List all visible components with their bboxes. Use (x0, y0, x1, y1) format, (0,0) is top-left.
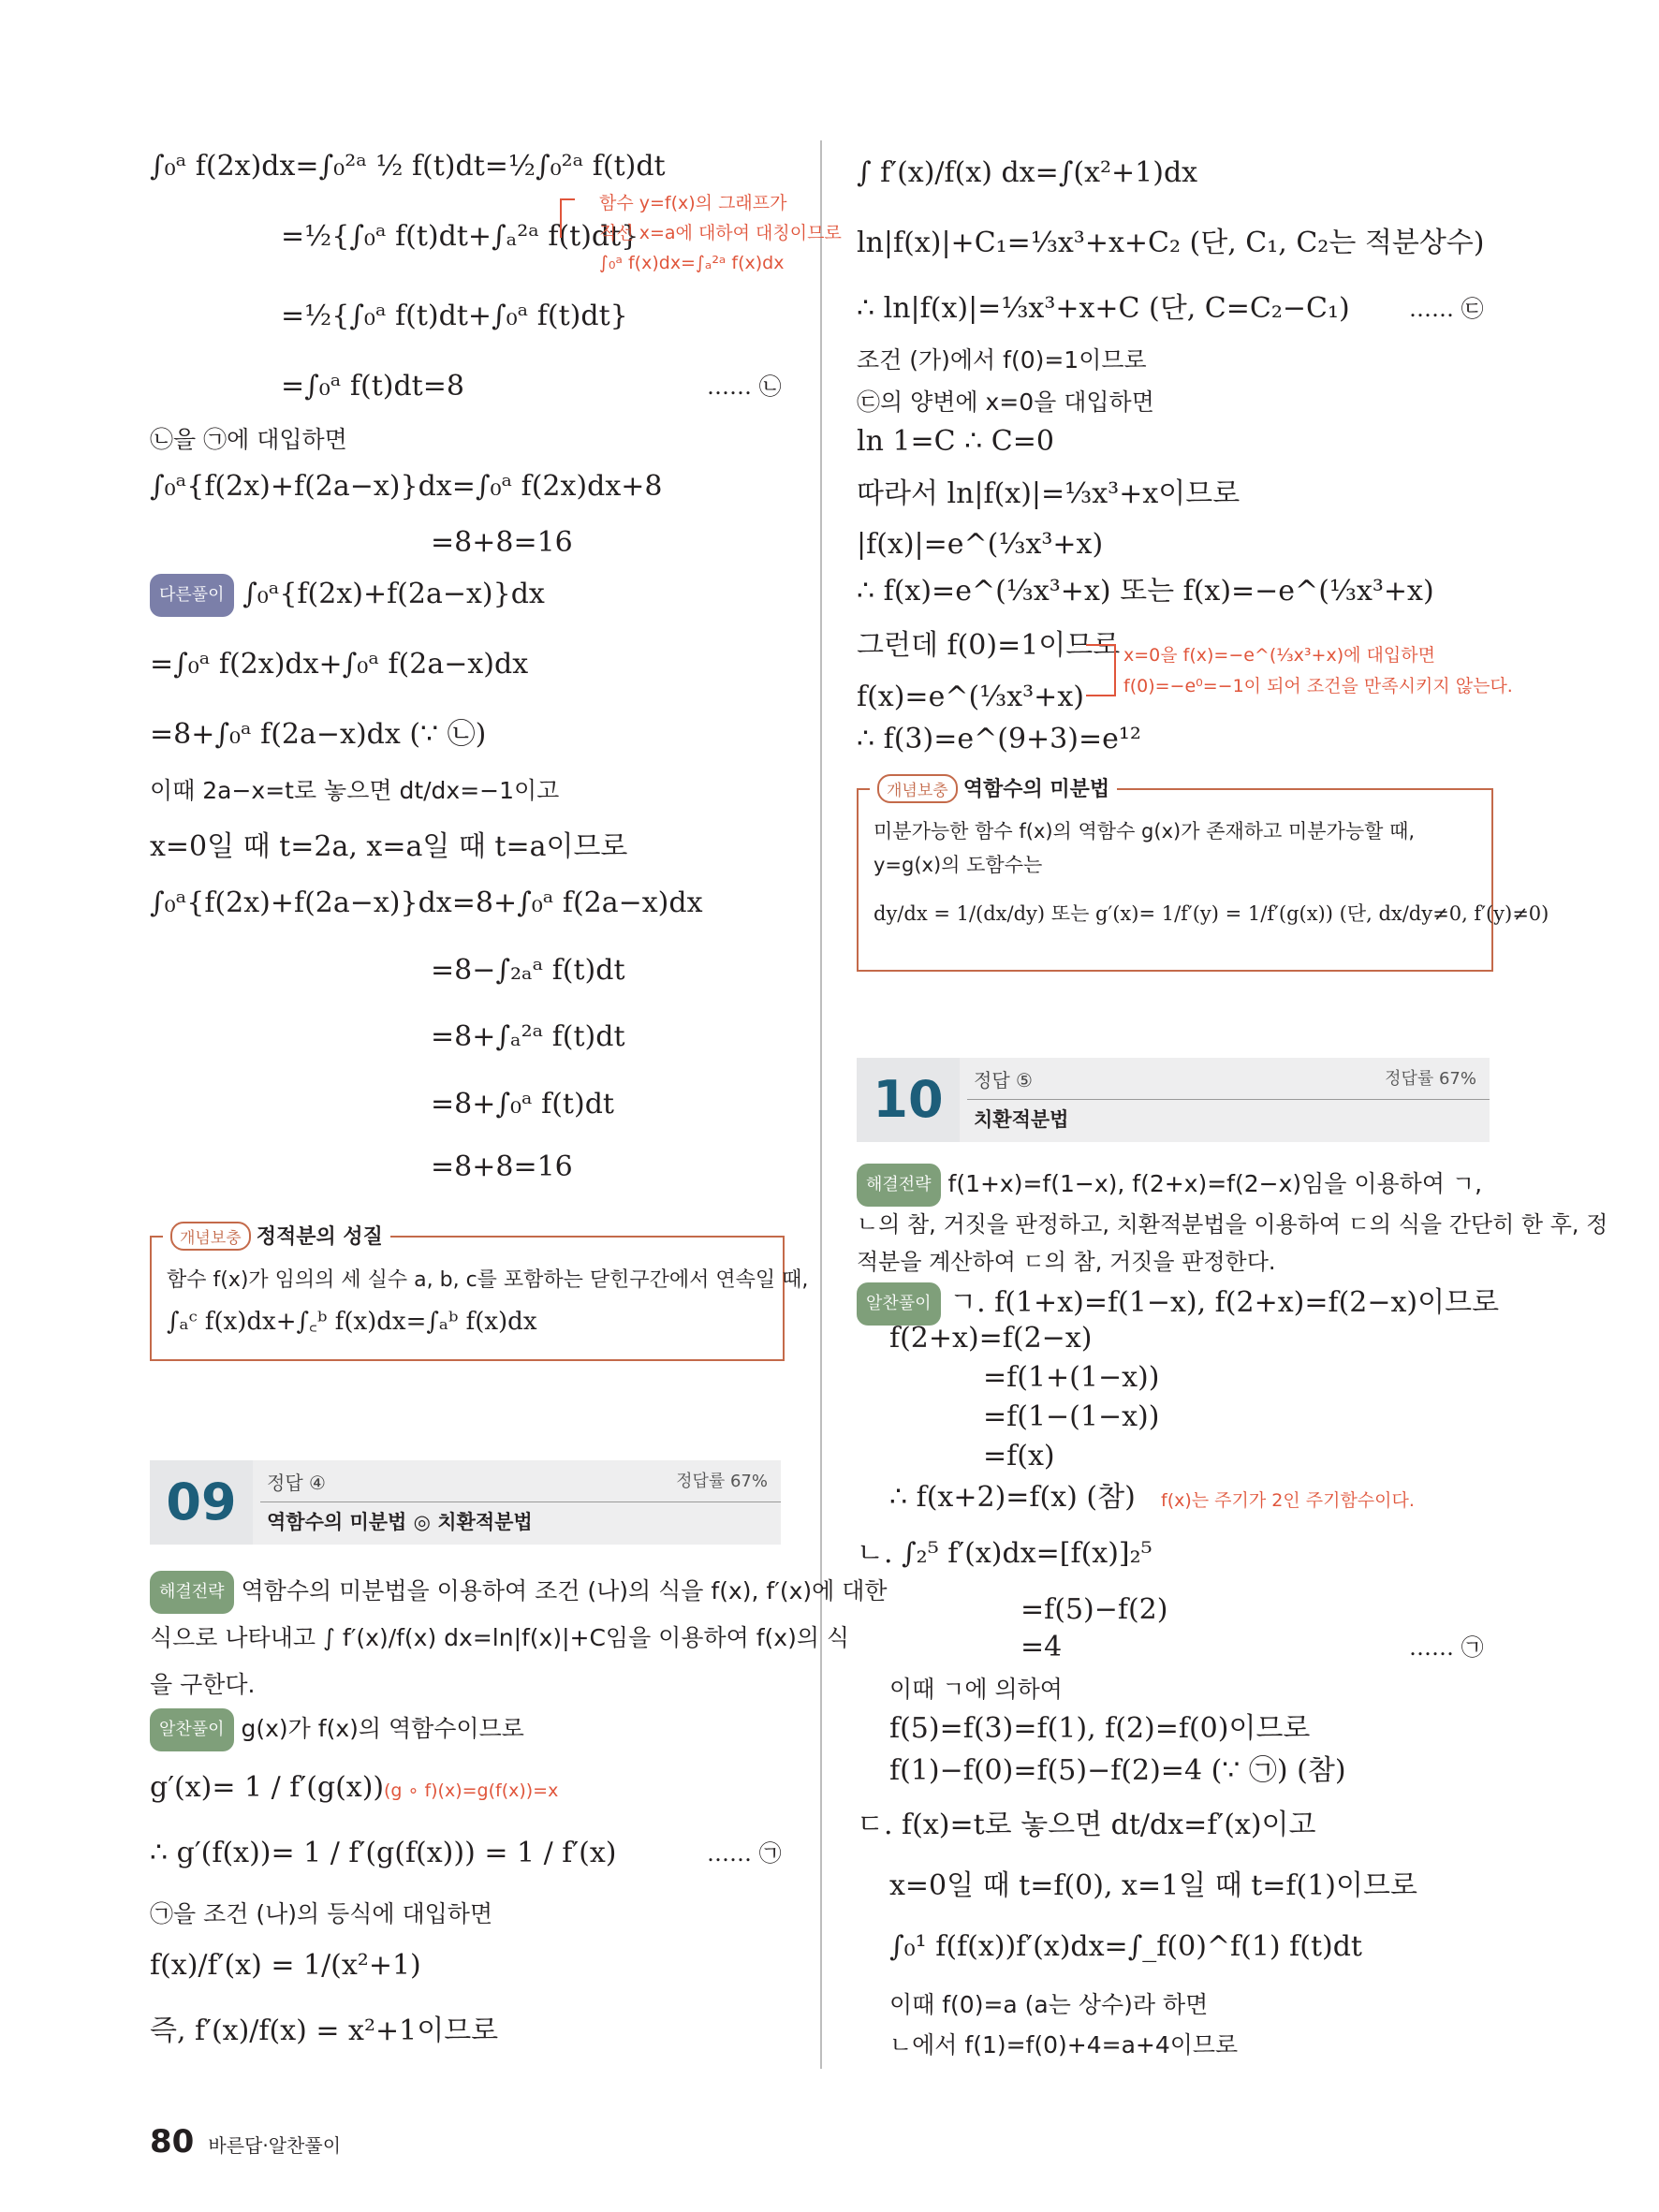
side-note: f(x)는 주기가 2인 주기함수이다. (1161, 1490, 1415, 1511)
text-line: 이때 2a−x=t로 놓으면 dt/dx=−1이고 (150, 777, 560, 804)
formula-line: f(x)/f′(x) = 1/(x²+1) (150, 1949, 421, 1982)
formula-line: =½{∫₀ᵃ f(t)dt+∫₀ᵃ f(t)dt} (281, 300, 628, 332)
topic-label: 치환적분법 (974, 1108, 1069, 1131)
formula-line: 따라서 ln|f(x)|=⅓x³+x이므로 (857, 477, 1241, 510)
strategy-line: 해결전략 역함수의 미분법을 이용하여 조건 (나)의 식을 f(x), f′(x)에 대한 (150, 1571, 888, 1614)
page-footer (150, 2123, 341, 2161)
equation-marker: …… ㉡ (707, 374, 782, 400)
concept-text: y=g(x)의 도함수는 (874, 854, 1043, 876)
concept-box (150, 1225, 809, 1361)
equation-marker: …… ㉠ (707, 1840, 782, 1867)
equation-marker: …… ㉠ (1409, 1634, 1484, 1661)
concept-box (857, 778, 1549, 972)
formula-line: ∴ ln|f(x)|=⅓x³+x+C (단, C=C₂−C₁) (857, 292, 1350, 325)
concept-box-title: 개념보충 정적분의 성질 (163, 1221, 390, 1251)
side-note: ∫₀ᵃ f(x)dx=∫ₐ²ᵃ f(x)dx (599, 253, 785, 273)
formula-line: 즉, f′(x)/f(x) = x²+1이므로 (150, 2014, 499, 2047)
concept-formula: ∫ₐᶜ f(x)dx+∫꜀ᵇ f(x)dx=∫ₐᵇ f(x)dx (167, 1308, 537, 1336)
formula-line: ∴ f(3)=e^(9+3)=e¹² (857, 723, 1141, 755)
formula-line: ∫₀¹ f(f(x))f′(x)dx=∫_f(0)^f(1) f(t)dt (889, 1930, 1362, 1963)
formula-line: ∫₀ᵃ{f(2x)+f(2a−x)}dx=∫₀ᵃ f(2x)dx+8 (150, 470, 663, 503)
formula-line: =4 (1020, 1631, 1063, 1663)
text-line: ㄴ에서 f(1)=f(0)+4=a+4이므로 (889, 2031, 1239, 2058)
note-arrow (1086, 644, 1116, 696)
strategy-line: 적분을 계산하여 ㄷ의 참, 거짓을 판정한다. (857, 1249, 1276, 1275)
answer-label: 정답 ④ (267, 1472, 326, 1494)
concept-box-title: 개념보충 역함수의 미분법 (870, 773, 1117, 803)
formula-line: =8+8=16 (431, 526, 573, 559)
formula-line: =f(1−(1−x)) (983, 1400, 1160, 1433)
concept-label: 개념보충 (877, 774, 958, 803)
concept-text: 함수 f(x)가 임의의 세 실수 a, b, c를 포함하는 닫힌구간에서 연속일 때, (167, 1268, 809, 1292)
formula-line: 그런데 f(0)=1이므로 (857, 629, 1121, 662)
formula-line: ㄴ. ∫₂⁵ f′(x)dx=[f(x)]₂⁵ (857, 1537, 1152, 1570)
concept-formula: dy/dx = 1/(dx/dy) 또는 g′(x)= 1/f′(y) = 1/f′(g(x)) (단, dx/dy≠0, f′(y)≠0) (874, 902, 1549, 925)
equation-marker: …… ㉢ (1409, 296, 1484, 322)
strategy-line: 해결전략 f(1+x)=f(1−x), f(2+x)=f(2−x)임을 이용하여 ㄱ, (857, 1164, 1482, 1207)
topic-label: 역함수의 미분법 ◎ 치환적분법 (267, 1511, 533, 1533)
formula-line: ∫₀ᵃ f(2x)dx=∫₀²ᵃ ½ f(t)dt=½∫₀²ᵃ f(t)dt (150, 150, 666, 183)
solution-badge: 알찬풀이 (150, 1708, 234, 1751)
formula-line: =f(5)−f(2) (1020, 1593, 1168, 1626)
side-note: (g ∘ f)(x)=g(f(x))=x (384, 1780, 559, 1801)
formula-line: f(1)−f(0)=f(5)−f(2)=4 (∵ ㉠) (참) (889, 1754, 1346, 1787)
formula-line: f(5)=f(3)=f(1), f(2)=f(0)이므로 (889, 1712, 1311, 1745)
formula-line: =∫₀ᵃ f(t)dt=8 (281, 370, 464, 403)
text-line: 조건 (가)에서 f(0)=1이므로 (857, 346, 1147, 374)
side-note: f(0)=−e⁰=−1이 되어 조건을 만족시키지 않는다. (1123, 676, 1513, 696)
formula-line: f(x)=e^(⅓x³+x) (857, 681, 1084, 713)
note-arrow (560, 198, 575, 238)
answer-label: 정답 ⑤ (974, 1069, 1033, 1091)
formula-line: |f(x)|=e^(⅓x³+x) (857, 528, 1104, 561)
formula-line: ∴ f(x)=e^(⅓x³+x) 또는 f(x)=−e^(⅓x³+x) (857, 575, 1434, 608)
solution-badge: 알찬풀이 (857, 1282, 941, 1326)
question-number: 10 (857, 1058, 960, 1142)
formula-line: f(2+x)=f(2−x) (889, 1322, 1093, 1355)
alt-solution-line (150, 574, 545, 617)
alt-solution-badge: 다른풀이 (150, 574, 234, 617)
formula-line: =8+∫₀ᵃ f(2a−x)dx (∵ ㉡) (150, 718, 487, 751)
question-10-header (857, 1058, 1490, 1142)
strategy-line: 식으로 나타내고 ∫ f′(x)/f(x) dx=ln|f(x)|+C임을 이용하여 f(x)의 식 (150, 1624, 850, 1651)
formula-line: ∫₀ᵃ{f(2x)+f(2a−x)}dx=8+∫₀ᵃ f(2a−x)dx (150, 886, 703, 919)
text-line: 이때 ㄱ에 의하여 (889, 1676, 1063, 1703)
formula-line: ln 1=C ∴ C=0 (857, 425, 1054, 458)
concept-text: 미분가능한 함수 f(x)의 역함수 g(x)가 존재하고 미분가능할 때, (874, 820, 1416, 842)
side-note: x=0을 f(x)=−e^(⅓x³+x)에 대입하면 (1123, 645, 1435, 666)
book-title: 바른답·알찬풀이 (208, 2134, 342, 2157)
strategy-line: ㄴ의 참, 거짓을 판정하고, 치환적분법을 이용하여 ㄷ의 식을 간단히 한 후, 정 (857, 1211, 1608, 1238)
formula-text: ∫₀ᵃ{f(2x)+f(2a−x)}dx (242, 578, 545, 610)
side-note: 함수 y=f(x)의 그래프가 (599, 193, 787, 213)
header-divider (967, 1099, 1490, 1100)
solution-line: 알찬풀이 ㄱ. f(1+x)=f(1−x), f(2+x)=f(2−x)이므로 (857, 1282, 1499, 1326)
question-number: 09 (150, 1460, 253, 1545)
formula-line: g′(x)= 1 / f′(g(x)) (150, 1771, 385, 1804)
text-line: ㉡을 ㉠에 대입하면 (150, 426, 347, 453)
column-divider (820, 140, 822, 2069)
text-line: ㉠을 조건 (나)의 등식에 대입하면 (150, 1900, 493, 1927)
formula-line: =f(1+(1−x)) (983, 1361, 1160, 1394)
formula-line: =½{∫₀ᵃ f(t)dt+∫ₐ²ᵃ f(t)dt} (281, 220, 639, 253)
page-number: 80 (150, 2123, 195, 2161)
formula-line: x=0일 때 t=2a, x=a일 때 t=a이므로 (150, 830, 628, 863)
formula-line: ln|f(x)|+C₁=⅓x³+x+C₂ (단, C₁, C₂는 적분상수) (857, 227, 1485, 259)
formula-line: ∴ g′(f(x))= 1 / f′(g(f(x))) = 1 / f′(x) (150, 1837, 617, 1869)
strategy-badge: 해결전략 (857, 1164, 941, 1207)
formula-line: =8+∫ₐ²ᵃ f(t)dt (431, 1020, 625, 1053)
formula-line: =∫₀ᵃ f(2x)dx+∫₀ᵃ f(2a−x)dx (150, 648, 529, 681)
formula-line: ㄷ. f(x)=t로 놓으면 dt/dx=f′(x)이고 (857, 1809, 1316, 1841)
concept-label: 개념보충 (170, 1222, 251, 1251)
formula-line: =8+∫₀ᵃ f(t)dt (431, 1088, 614, 1121)
formula-line: =8+8=16 (431, 1150, 573, 1183)
solution-line: 알찬풀이 g(x)가 f(x)의 역함수이므로 (150, 1708, 524, 1751)
text-line: ㉢의 양변에 x=0을 대입하면 (857, 388, 1154, 416)
strategy-badge: 해결전략 (150, 1571, 234, 1614)
correct-rate: 정답률 67% (1385, 1069, 1476, 1089)
side-note: 직선 x=a에 대하여 대칭이므로 (599, 223, 842, 243)
question-09-header (150, 1460, 781, 1545)
correct-rate: 정답률 67% (676, 1472, 768, 1491)
formula-line: x=0일 때 t=f(0), x=1일 때 t=f(1)이므로 (889, 1869, 1417, 1902)
formula-line: =8−∫₂ₐᵃ f(t)dt (431, 954, 625, 987)
text-line: 이때 f(0)=a (a는 상수)라 하면 (889, 1991, 1209, 2018)
formula-line: ∴ f(x+2)=f(x) (참) (889, 1481, 1136, 1514)
strategy-line: 을 구한다. (150, 1671, 256, 1698)
formula-line: =f(x) (983, 1440, 1055, 1472)
formula-line: ∫ f′(x)/f(x) dx=∫(x²+1)dx (857, 156, 1198, 189)
